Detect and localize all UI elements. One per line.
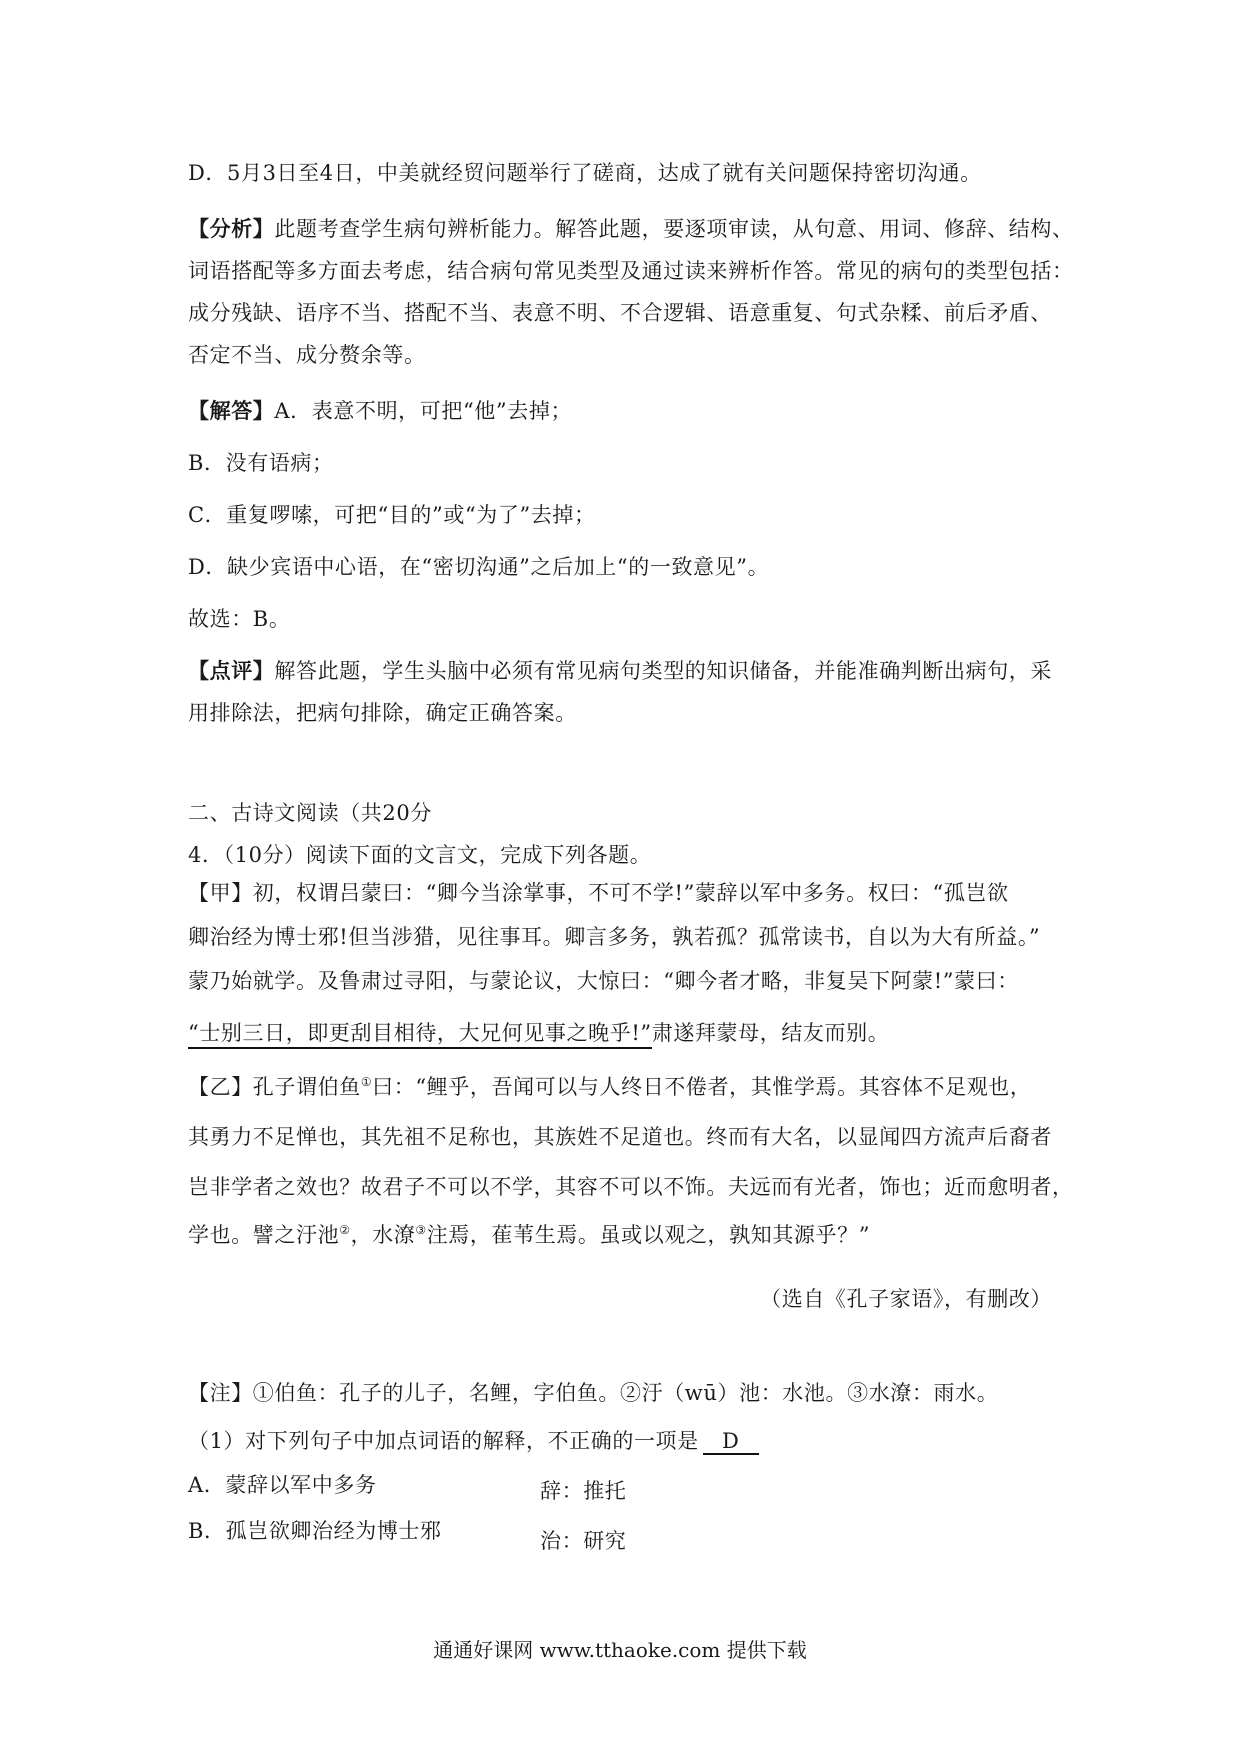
passage-yi-line-3: 岂非学者之效也？故君子不可以不学，其容不可以不饰。夫远而有光者，饰也；近而愈明者， (188, 1175, 1074, 1199)
passage-jia-line-3: 蒙乃始就学。及鲁肃过寻阳，与蒙论议，大惊曰：“卿今者才略，非复吴下阿蒙!”蒙曰： (188, 969, 1019, 993)
footnotes-line: 【注】①伯鱼：孔子的儿子，名鲤，字伯鱼。②汙（wū）池：水池。③水潦：雨水。 (188, 1381, 999, 1405)
question-4-title: 4．（10分）阅读下面的文言文，完成下列各题。 (188, 843, 652, 867)
passage-yi-line-4 (188, 1220, 1068, 1250)
comment-text-1: 解答此题，学生头脑中必须有常见病句类型的知识储备，并能准确判断出病句，采 (274, 659, 1053, 683)
analysis-text-1: 此题考查学生病句辨析能力。解答此题，要逐项审读，从句意、用词、修辞、结构、 (274, 217, 1074, 241)
underlined-sentence: “士别三日，即更刮目相待，大兄何见事之晚乎!” (188, 1021, 652, 1049)
passage-yi-line-1-end: 曰：“鲤乎，吾闻可以与人终日不倦者，其惟学焉。其容体不足观也， (372, 1075, 1032, 1099)
answer-line-c: C．重复啰嗦，可把“目的”或“为了”去掉； (188, 503, 596, 527)
passage-jia-line-4-rest: 肃遂拜蒙母，结友而别。 (651, 1021, 890, 1045)
analysis-line-2: 词语搭配等多方面去考虑，结合病句常见类型及通过读来辨析作答。常见的病句的类型包括： (188, 259, 1074, 283)
passage-jia-line-4 (188, 1018, 1068, 1048)
choose-line: 故选：B。 (188, 607, 291, 631)
q3-option-d: D．5月3日至4日，中美就经贸问题举行了磋商，达成了就有关问题保持密切沟通。 (188, 161, 982, 185)
passage-jia-line-1: 【甲】初，权谓吕蒙曰：“卿今当涂掌事，不可不学!”蒙辞以军中多务。权曰：“孤岂欲 (188, 881, 1009, 905)
passage-yi-line-1 (188, 1072, 1068, 1102)
comment-line-1 (188, 656, 1068, 686)
option-b-gloss: 治：研究 (540, 1529, 627, 1553)
answer-line-b: B．没有语病； (188, 451, 334, 475)
page-footer: 通通好课网 www.tthaoke.com 提供下载 (433, 1638, 807, 1662)
passage-yi-line-4-a: 学也。譬之汙池 (188, 1223, 340, 1247)
answer-label: 【解答】 (188, 398, 275, 423)
comment-line-2: 用排除法，把病句排除，确定正确答案。 (188, 701, 577, 725)
answer-blank: D (703, 1429, 759, 1455)
analysis-line-1 (188, 214, 1074, 244)
footnote-marker-1: ① (360, 1075, 373, 1089)
passage-yi-line-2: 其勇力不足惮也，其先祖不足称也，其族姓不足道也。终而有大名，以显闻四方流声后裔者 (188, 1125, 1052, 1149)
comment-label: 【点评】 (188, 658, 275, 683)
answer-line-d: D．缺少宾语中心语，在“密切沟通”之后加上“的一致意见”。 (188, 555, 770, 579)
footnote-marker-3: ③ (415, 1223, 427, 1237)
passage-jia-line-2: 卿治经为博士邪!但当涉猎，见往事耳。卿言多务，孰若孤？孤常读书，自以为大有所益。” (188, 925, 1041, 949)
answer-line-a (188, 396, 1068, 426)
passage-yi-line-4-c: 注焉，萑苇生焉。虽或以观之，孰知其源乎？” (426, 1223, 871, 1247)
answer-text-a: A．表意不明，可把“他”去掉； (274, 399, 573, 423)
option-a-gloss: 辞：推托 (540, 1479, 627, 1503)
sub-question-1 (188, 1426, 1068, 1456)
option-a-sentence: A．蒙辞以军中多务 (188, 1473, 377, 1497)
sub-question-1-prompt: （1）对下列句子中加点词语的解释，不正确的一项是 (188, 1429, 699, 1453)
section-title: 二、古诗文阅读（共20分 (188, 801, 432, 825)
analysis-line-3: 成分残缺、语序不当、搭配不当、表意不明、不合逻辑、语意重复、句式杂糅、前后矛盾、 (188, 301, 1052, 325)
source-citation: （选自《孔子家语》，有删改） (760, 1287, 1052, 1311)
option-b-sentence: B．孤岂欲卿治经为博士邪 (188, 1519, 442, 1543)
passage-yi-line-4-b: ，水潦 (350, 1223, 416, 1247)
analysis-line-4: 否定不当、成分赘余等。 (188, 343, 426, 367)
passage-yi-line-1-start: 【乙】孔子谓伯鱼 (188, 1075, 361, 1099)
footnote-marker-2: ② (339, 1223, 351, 1237)
analysis-label: 【分析】 (188, 216, 275, 241)
